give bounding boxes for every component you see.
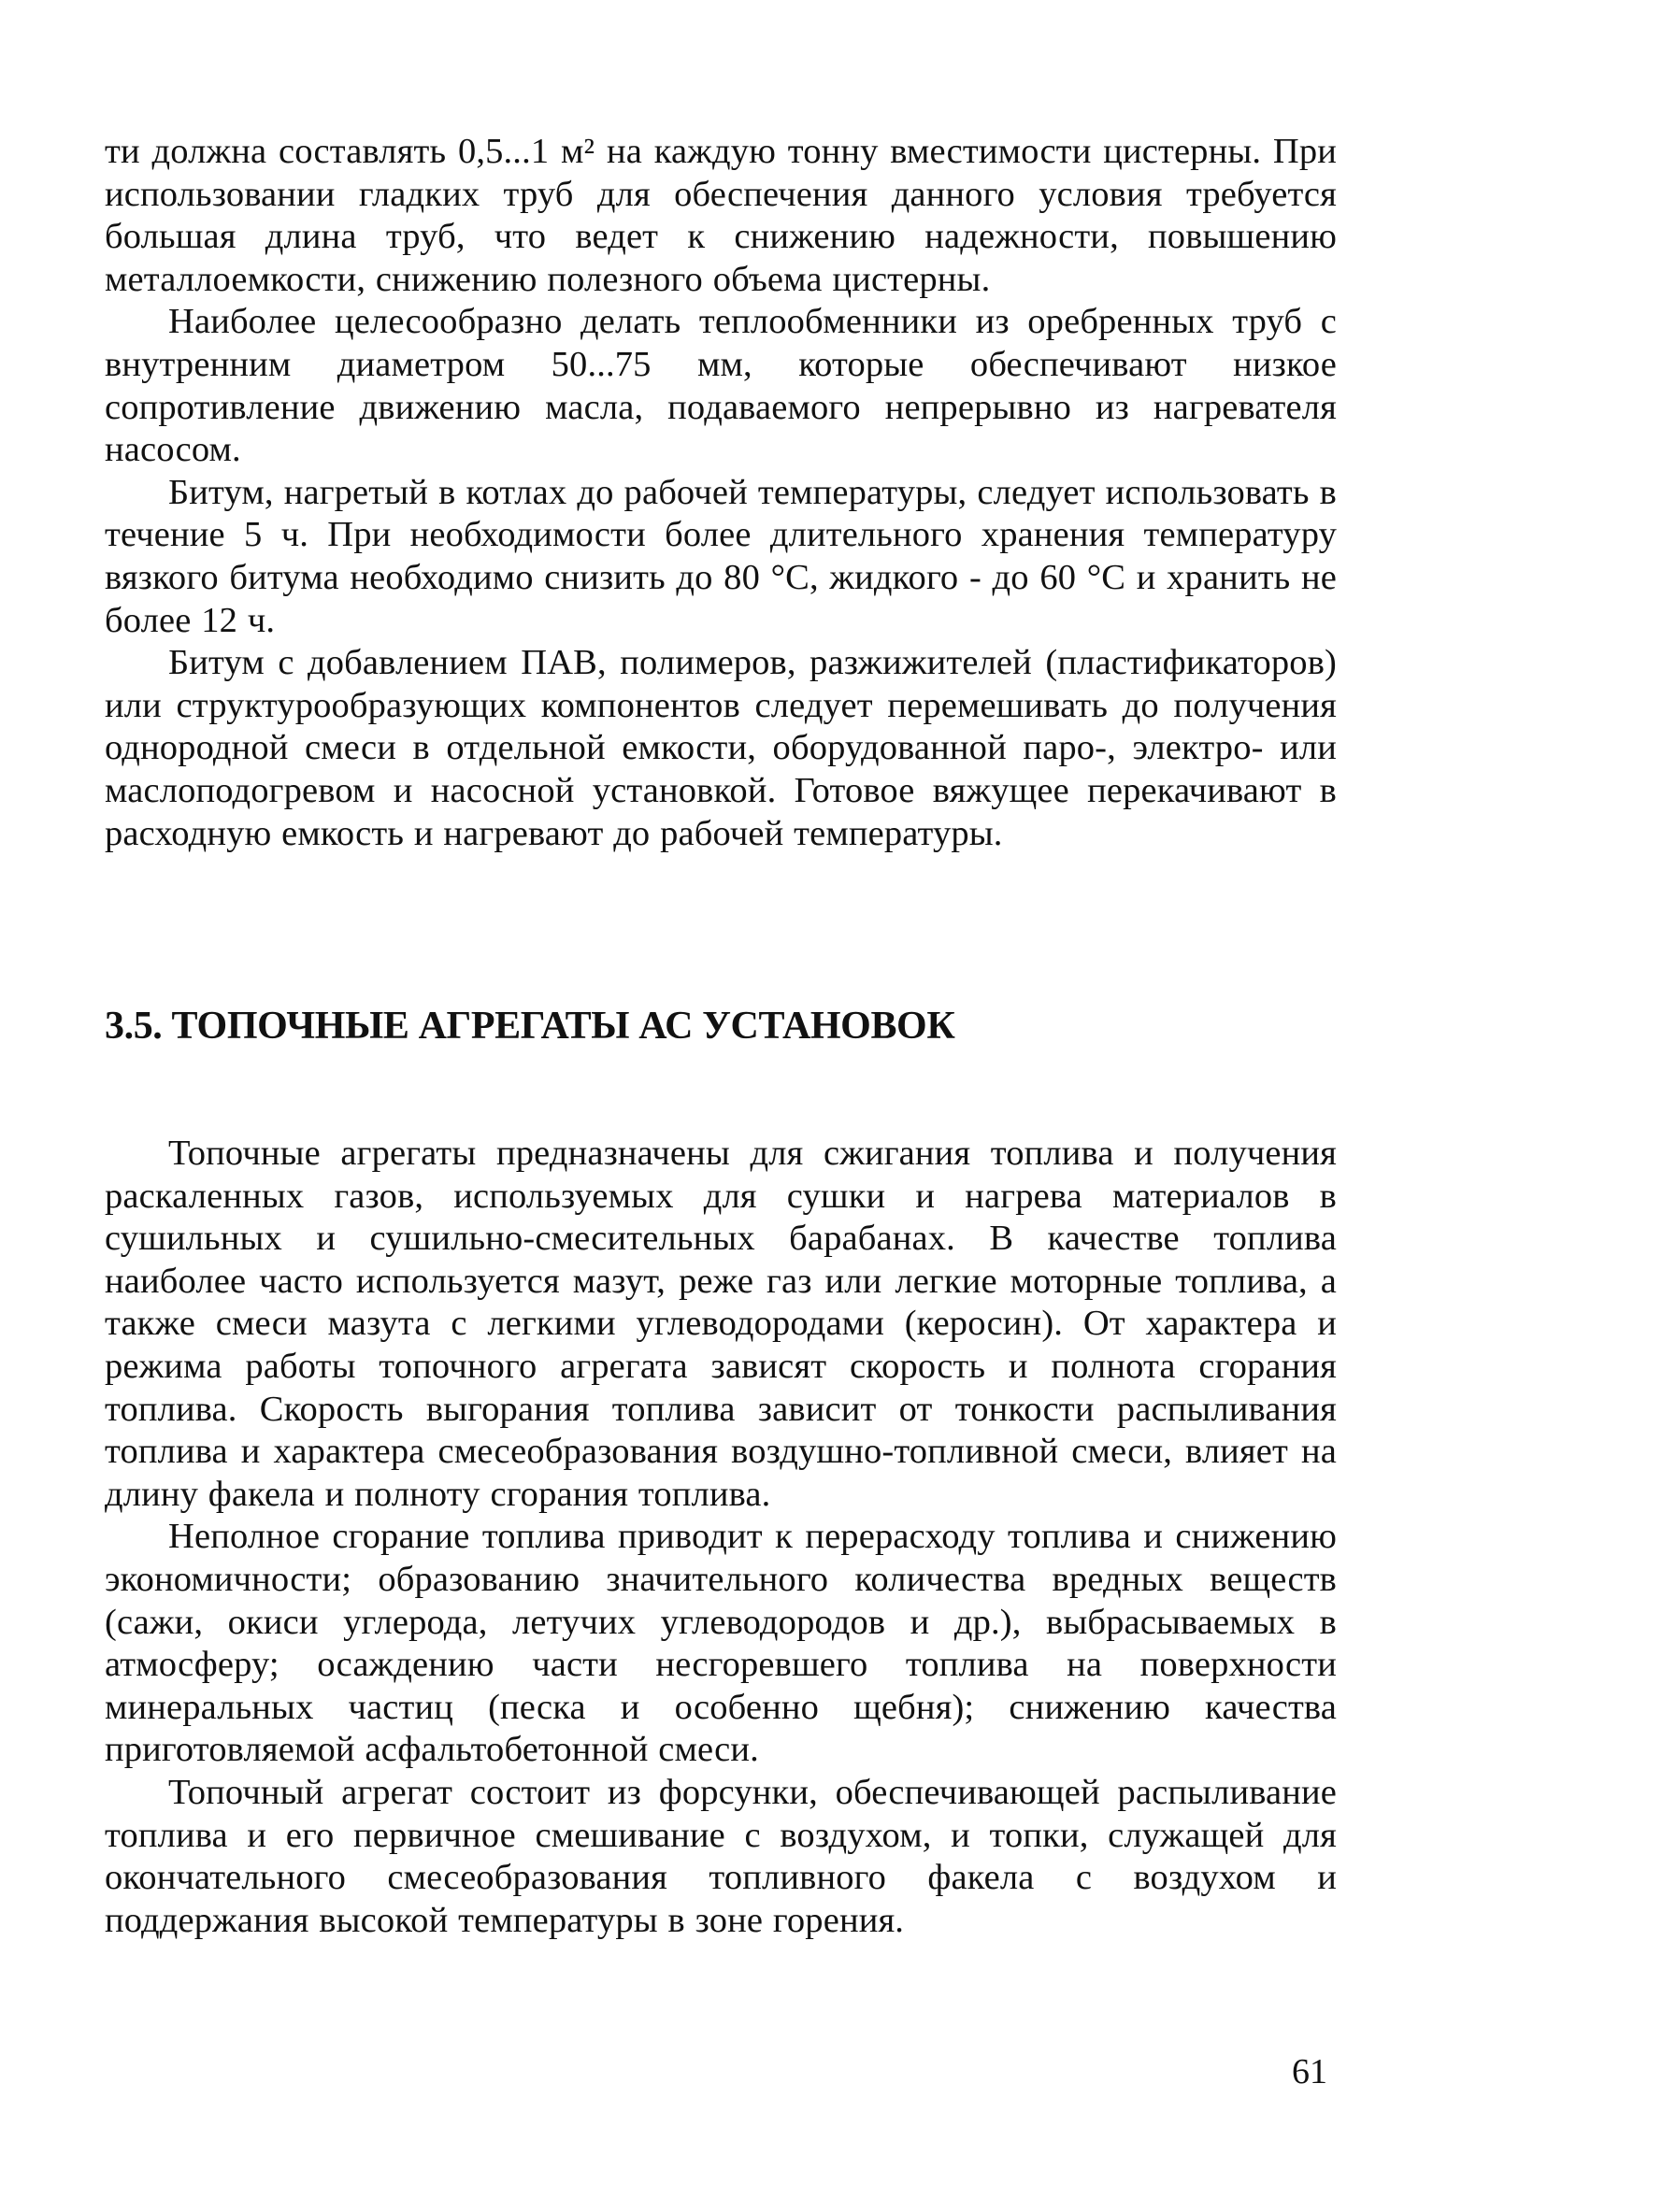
paragraph-bitumen-additives: Битум с добавлением ПАВ, полимеров, разжижителей (пластификаторов) или структурообразующих компонентов следует перемешивать до получения однородной смеси в отдельной емкости, оборудованной паро-, электро- или маслоподогревом и насосной установкой. Готовое вяжущее перекачивают в расходную емкость и нагревают до рабочей температуры. <box>105 643 1337 853</box>
document-page <box>105 131 1337 2093</box>
paragraph-continuation: ти должна составлять 0,5...1 м² на каждую тонну вместимости цистерны. При использовании гладких труб для обеспечения данного условия требуется большая длина труб, что ведет к снижению надежности, повышению металлоемкости, снижению полезного объема цистерны. <box>105 132 1337 299</box>
paragraph-furnace-purpose: Топочные агрегаты предназначены для сжигания топлива и получения раскаленных газов, используемых для сушки и нагрева материалов в сушильных и сушильно-смесительных барабанах. В качестве топлива наиболее часто используется мазут, реже газ или легкие моторные топлива, а также смеси мазута с легкими углеводородами (керосин). От характера и режима работы топочного агрегата зависят скорость и полнота сгорания топлива. Скорость выгорания топлива зависит от тонкости распыливания топлива и характера смесеобразования воздушно-топливной смеси, влияет на длину факела и полноту сгорания топлива. <box>105 1134 1337 1514</box>
paragraph-incomplete-combustion: Неполное сгорание топлива приводит к перерасходу топлива и снижению экономичности; образованию значительного количества вредных веществ (сажи, окиси углерода, летучих углеводородов и др.), выбрасываемых в атмосферу; осаждению части несгоревшего топлива на поверхности минеральных частиц (песка и особенно щебня); снижению качества приготовляемой асфальтобетонной смеси. <box>105 1517 1337 1770</box>
page-number: 61 <box>1292 2052 1327 2091</box>
section-heading: 3.5. ТОПОЧНЫЕ АГРЕГАТЫ АС УСТАНОВОК <box>105 1005 955 1048</box>
top-text-block <box>105 131 1337 855</box>
paragraph-furnace-composition: Топочный агрегат состоит из форсунки, обеспечивающей распыливание топлива и его первичное смешивание с воздухом, и топки, служащей для окончательного смесеобразования топливного факела с воздухом и поддержания высокой температуры в зоне горения. <box>105 1772 1337 1940</box>
paragraph-bitumen-storage: Битум, нагретый в котлах до рабочей температуры, следует использовать в течение 5 ч. При необходимости более длительного хранения температуру вязкого битума необходимо снизить до 80 °C, жидкого - до 60 °C и хранить не более 12 ч. <box>105 472 1337 640</box>
bottom-text-block <box>105 1133 1337 1942</box>
paragraph-heat-exchangers: Наиболее целесообразно делать теплообменники из оребренных труб с внутренним диаметром 50...75 мм, которые обеспечивают низкое сопротивление движению масла, подаваемого непрерывно из нагревателя насосом. <box>105 302 1337 470</box>
